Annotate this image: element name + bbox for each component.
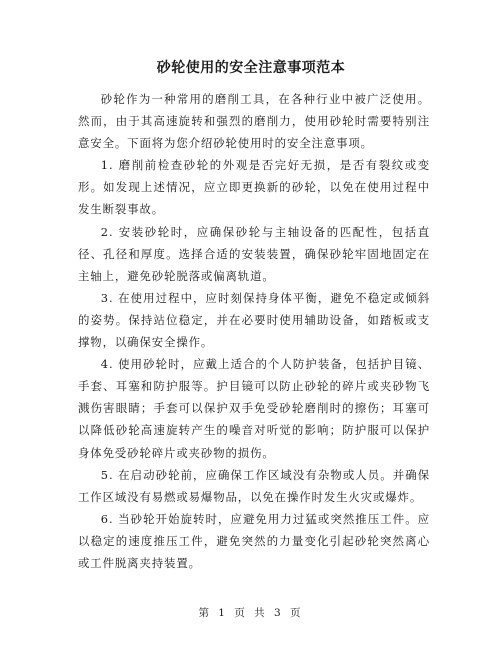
page-footer: 第 1 页 共 3 页 [198,607,304,619]
paragraph-item-1: 1. 磨削前检查砂轮的外观是否完好无损，是否有裂纹或变形。如发现上述情况，应立即更换新的砂轮，以免在使用过程中发生断裂事故。 [78,158,430,217]
document-body [78,88,430,574]
intro-paragraph: 砂轮作为一种常用的磨削工具，在各种行业中被广泛使用。然而，由于其高速旋转和强烈的磨削力，使用砂轮时需要特别注意安全。下面将为您介绍砂轮使用时的安全注意事项。 [78,92,430,151]
document-title: 砂轮使用的安全注意事项范本 [156,60,346,76]
paragraph-item-2: 2. 安装砂轮时，应确保砂轮与主轴设备的匹配性，包括直径、孔径和厚度。选择合适的安装装置，确保砂轮牢固地固定在主轴上，避免砂轮脱落或偏离轨道。 [78,224,430,283]
paragraph-item-4: 4. 使用砂轮时，应戴上适合的个人防护装备，包括护目镜、手套、耳塞和防护服等。护目镜可以防止砂轮的碎片或夹砂物飞溅伤害眼睛；手套可以保护双手免受砂轮磨削时的擦伤；耳塞可以降低砂轮高速旋转产生的噪音对听觉的影响；防护服可以保护身体免受砂轮碎片或夹砂物的损伤。 [78,357,430,460]
paragraph-item-6: 6. 当砂轮开始旋转时，应避免用力过猛或突然推压工件。应以稳定的速度推压工件，避免突然的力量变化引起砂轮突然离心或工件脱离夹持装置。 [78,511,430,570]
paragraph-item-3: 3. 在使用过程中，应时刻保持身体平衡，避免不稳定或倾斜的姿势。保持站位稳定，并在必要时使用辅助设备，如踏板或支撑物，以确保安全操作。 [78,290,430,350]
paragraph-item-5: 5. 在启动砂轮前，应确保工作区域没有杂物或人员。并确保工作区域没有易燃或易爆物品，以免在操作时发生火灾或爆炸。 [78,467,430,504]
